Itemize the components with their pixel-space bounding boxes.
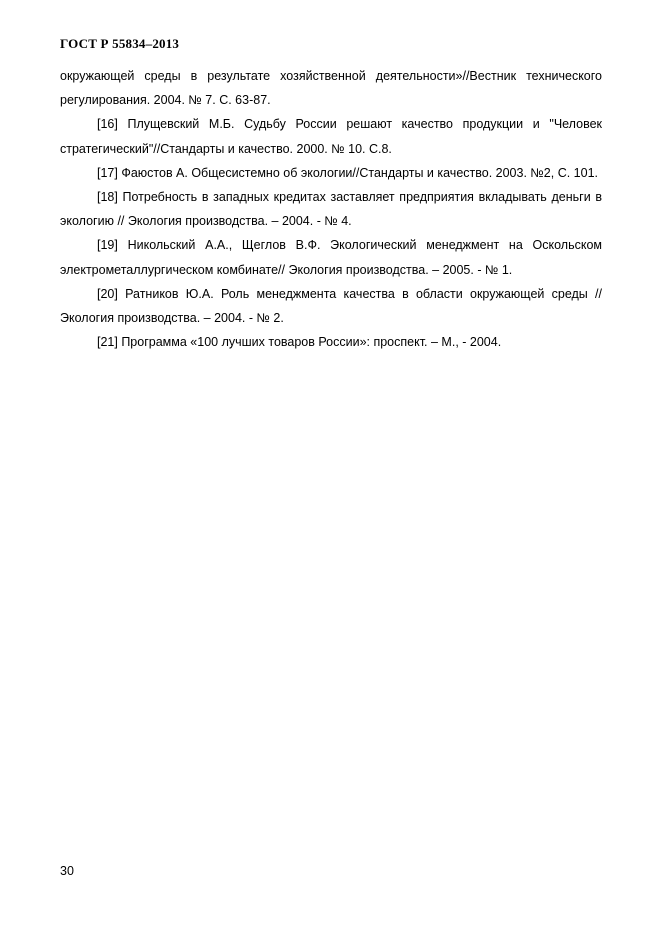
reference-item-18: [18] Потребность в западных кредитах заставляет предприятия вкладывать деньги в экологию // Экология производства. – 2004. - № 4. xyxy=(60,190,602,229)
reference-item-20: [20] Ратников Ю.А. Роль менеджмента качества в области окружающей среды // Экология производства. – 2004. - № 2. xyxy=(60,286,602,326)
page-number: 30 xyxy=(60,864,74,878)
reference-item-21: [21] Программа «100 лучших товаров России»: проспект. – М., - 2004. xyxy=(97,335,502,350)
references-section xyxy=(60,64,602,354)
reference-item-16: [16] Плущевский М.Б. Судьбу России решают качество продукции и "Человек стратегический"//Стандарты и качество. 2000. № 10. С.8. xyxy=(60,117,602,156)
document-standard-header: ГОСТ Р 55834–2013 xyxy=(60,36,180,51)
reference-item-19: [19] Никольский А.А., Щеглов В.Ф. Экологический менеджмент на Оскольском электрометаллургическом комбинате// Экология производства. – 2005. - № 1. xyxy=(60,238,602,277)
reference-item-17: [17] Фаюстов А. Общесистемно об экологии//Стандарты и качество. 2003. №2, С. 101. xyxy=(97,165,599,180)
paragraph-continuation: окружающей среды в результате хозяйственной деятельности»//Вестник технического регулирования. 2004. № 7. С. 63-87. xyxy=(60,69,602,108)
